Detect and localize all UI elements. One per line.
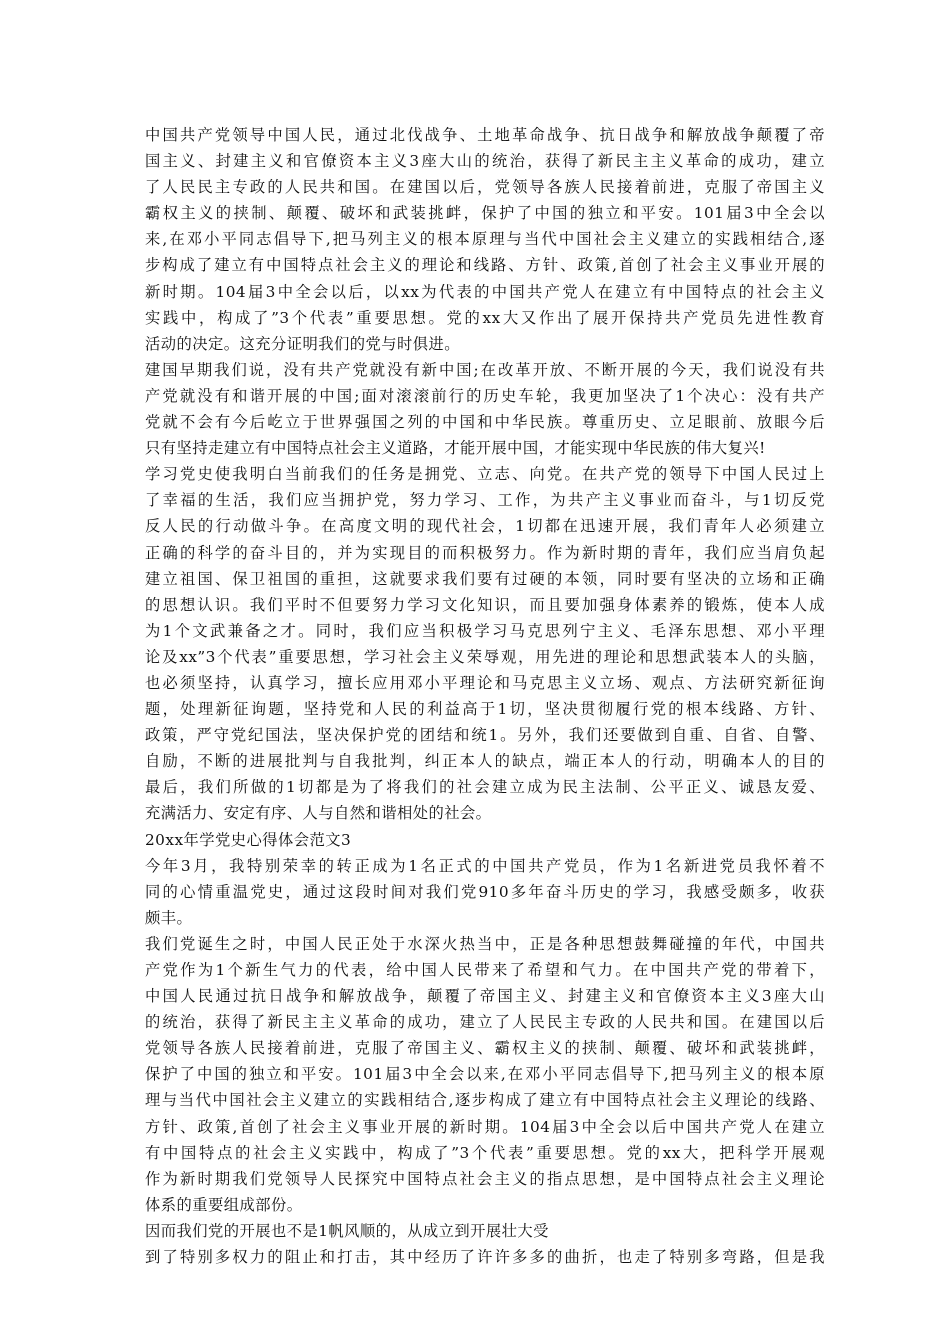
text-line: 步构成了建立有中国特点社会主义的理论和线路、方针、政策,首创了社会主义事业开展的	[145, 256, 825, 275]
text-line: 作为新时期我们党领导人民探究中国特点社会主义的指点思想，是中国特点社会主义理论	[145, 1169, 825, 1188]
text-line: 充满活力、安定有序、人与自然和谐相处的社会。	[145, 804, 492, 823]
text-line: 党领导各族人民接着前进，克服了帝国主义、霸权主义的挟制、颠覆、破坏和武装挑衅，	[145, 1039, 825, 1058]
text-line: 了幸福的生活，我们应当拥护党，努力学习、工作，为共产主义事业而奋斗，与1切反党	[145, 491, 825, 510]
text-line: 题，处理新征询题，坚持党和人民的利益高于1切，坚决贯彻履行党的根本线路、方针、	[145, 700, 825, 719]
document-body	[145, 122, 825, 1270]
text-line: 学习党史使我明白当前我们的任务是拥党、立志、向党。在共产党的领导下中国人民过上	[145, 465, 825, 484]
text-line: 方针、政策,首创了社会主义事业开展的新时期。104届3中全会以后中国共产党人在建立	[145, 1117, 825, 1136]
text-line: 有中国特点的社会主义实践中，构成了”3个代表”重要思想。党的xx大，把科学开展观	[145, 1143, 825, 1162]
text-line: 为1个文武兼备之才。同时，我们应当积极学习马克思列宁主义、毛泽东思想、邓小平理	[145, 621, 825, 640]
text-line: 霸权主义的挟制、颠覆、破坏和武装挑衅，保护了中国的独立和平安。101届3中全会以	[145, 204, 825, 223]
text-line: 颇丰。	[145, 908, 193, 927]
text-line: 国主义、封建主义和官僚资本主义3座大山的统治，获得了新民主主义革命的成功，建立	[145, 152, 825, 171]
text-line: 论及xx”3个代表”重要思想，学习社会主义荣辱观，用先进的理论和思想武装本人的头脑，	[145, 647, 825, 666]
text-line: 建立祖国、保卫祖国的重担，这就要求我们要有过硬的本领，同时要有坚决的立场和正确	[145, 569, 825, 588]
text-line: 理与当代中国社会主义建立的实践相结合,逐步构成了建立有中国特点社会主义理论的线路、	[145, 1091, 825, 1110]
text-line: 的统治，获得了新民主主义革命的成功，建立了人民民主专政的人民共和国。在建国以后	[145, 1013, 825, 1032]
text-line: 产党作为1个新生气力的代表，给中国人民带来了希望和气力。在中国共产党的带着下，	[145, 961, 825, 979]
text-line: 政策，严守党纪国法，坚决保护党的团结和统1。另外，我们还要做到自重、自省、自警、	[145, 726, 825, 745]
text-line: 新时期。104届3中全会以后，以xx为代表的中国共产党人在建立有中国特点的社会主义	[145, 282, 825, 301]
text-line: 了人民民主专政的人民共和国。在建国以后，党领导各族人民接着前进，克服了帝国主义	[145, 178, 825, 197]
text-line: 中国共产党领导中国人民，通过北伐战争、土地革命战争、抗日战争和解放战争颠覆了帝	[145, 126, 825, 144]
section-heading: 20xx年学党史心得体会范文3	[145, 830, 352, 849]
text-line: 建国早期我们说，没有共产党就没有新中国;在改革开放、不断开展的今天，我们说没有共	[145, 360, 825, 379]
text-line: 实践中，构成了”3个代表”重要思想。党的xx大又作出了展开保持共产党员先进性教育	[145, 308, 825, 327]
text-line: 体系的重要组成部份。	[145, 1195, 303, 1214]
text-line: 党就不会有今后屹立于世界强国之列的中国和中华民族。尊重历史、立足眼前、放眼今后	[145, 413, 825, 432]
text-line: 反人民的行动做斗争。在高度文明的现代社会，1切都在迅速开展，我们青年人必须建立	[145, 517, 825, 536]
text-line: 正确的科学的奋斗目的，并为实现目的而积极努力。作为新时期的青年，我们应当肩负起	[145, 543, 825, 562]
text-line: 来,在邓小平同志倡导下,把马列主义的根本原理与当代中国社会主义建立的实践相结合,逐	[145, 230, 825, 249]
text-line: 因而我们党的开展也不是1帆风顺的，从成立到开展壮大受	[145, 1221, 549, 1240]
text-line: 产党就没有和谐开展的中国;面对滚滚前行的历史车轮，我更加坚决了1个决心：没有共产	[145, 386, 825, 405]
text-line: 最后，我们所做的1切都是为了将我们的社会建立成为民主法制、公平正义、诚恳友爱、	[145, 778, 825, 797]
text-line: 到了特别多权力的阻止和打击，其中经历了许许多多的曲折，也走了特别多弯路，但是我	[145, 1248, 825, 1267]
text-line: 活动的决定。这充分证明我们的党与时俱进。	[145, 334, 460, 353]
text-line: 保护了中国的独立和平安。101届3中全会以来,在邓小平同志倡导下,把马列主义的根本原	[145, 1065, 825, 1084]
text-line: 也必须坚持，认真学习，擅长应用邓小平理论和马克思主义立场、观点、方法研究新征询	[145, 673, 825, 692]
text-line: 中国人民通过抗日战争和解放战争，颠覆了帝国主义、封建主义和官僚资本主义3座大山	[145, 987, 825, 1006]
text-line: 今年3月，我特别荣幸的转正成为1名正式的中国共产党员，作为1名新进党员我怀着不	[145, 856, 825, 875]
text-line: 的思想认识。我们平时不但要努力学习文化知识，而且要加强身体素养的锻炼，使本人成	[145, 595, 825, 614]
text-line: 自励，不断的进展批判与自我批判，纠正本人的缺点，端正本人的行动，明确本人的目的	[145, 752, 825, 771]
text-line: 同的心情重温党史，通过这段时间对我们党910多年奋斗历史的学习，我感受颇多，收获	[145, 882, 825, 901]
text-line: 只有坚持走建立有中国特点社会主义道路，才能开展中国，才能实现中华民族的伟大复兴!	[145, 439, 766, 458]
text-line: 我们党诞生之时，中国人民正处于水深火热当中，正是各种思想鼓舞碰撞的年代，中国共	[145, 934, 825, 953]
